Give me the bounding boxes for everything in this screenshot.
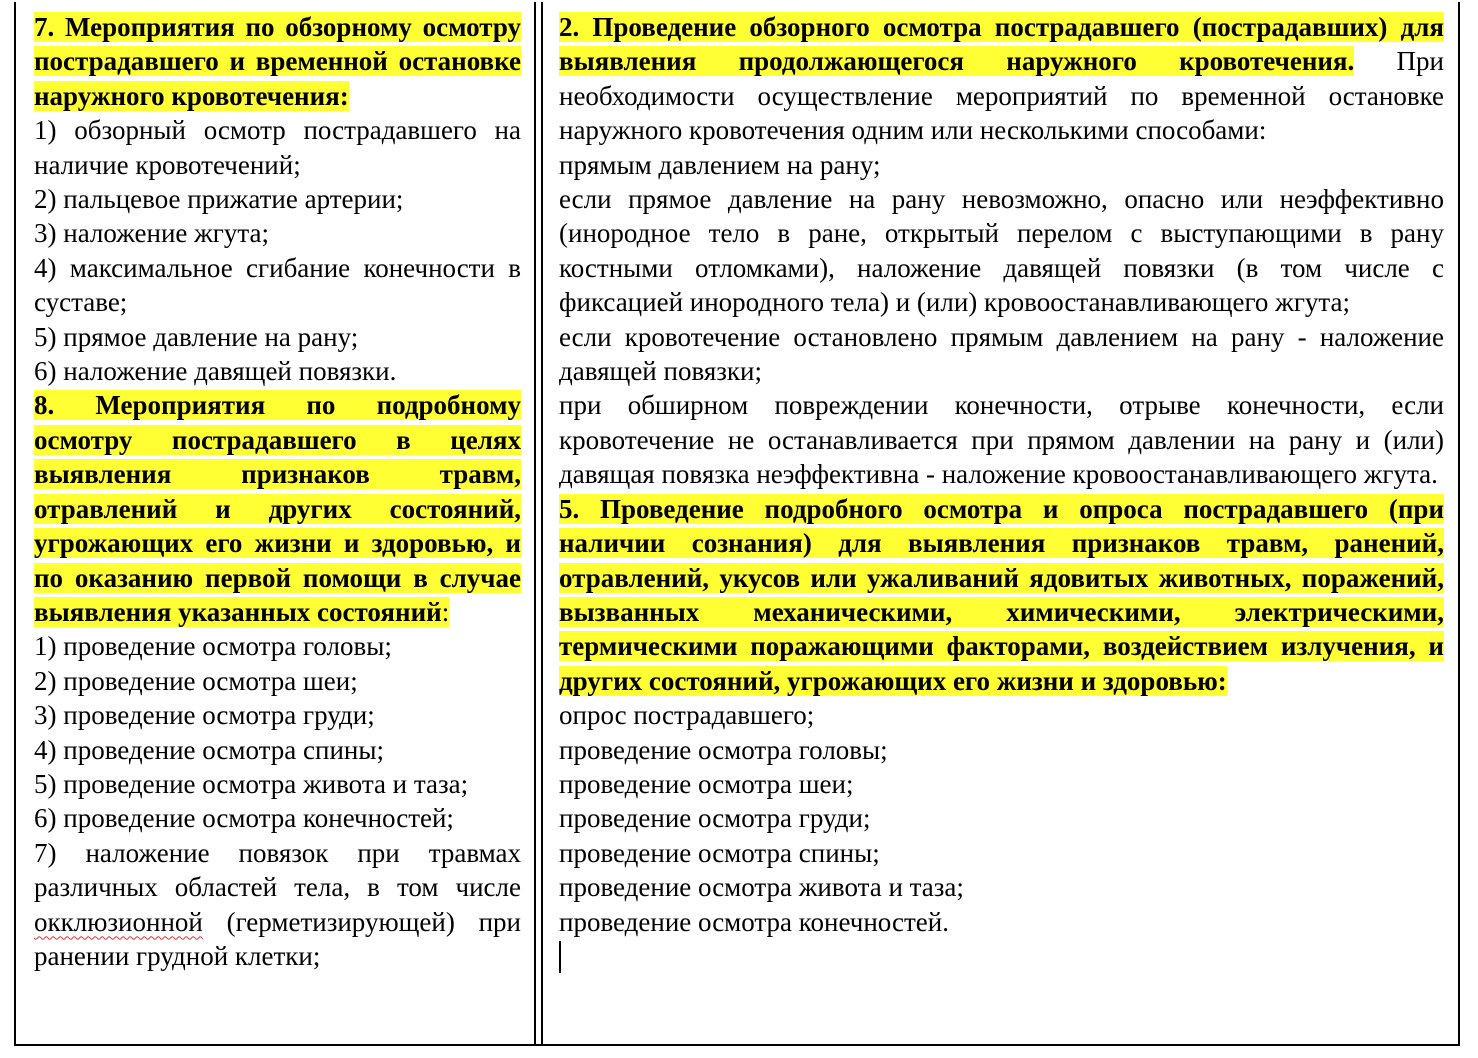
spellcheck-word[interactable]: окклюзионной <box>34 906 203 937</box>
section-2-heading: 2. Проведение обзорного осмотра пострадавшего (пострадавших) для выявления продолжающегося наружного кровотечения. <box>559 12 1444 77</box>
section-7-item: 5) прямое давление на рану; <box>34 321 359 352</box>
section-5-item: проведение осмотра шеи; <box>559 768 854 799</box>
section-8-item: 6) проведение осмотра конечностей; <box>34 803 454 834</box>
section-2-paragraph <box>559 10 1444 148</box>
section-7-heading: 7. Мероприятия по обзорному осмотру пострадавшего и временной остановке наружного кровотечения: <box>34 12 521 111</box>
section-5-item: проведение осмотра груди; <box>559 803 871 834</box>
left-column <box>16 2 536 1044</box>
section-8-item-7: 7) наложение повязок при травмах различных областей тела, в том числе окклюзионной (герметизирующей) при ранении грудной клетки; <box>34 837 521 971</box>
section-8-item: 4) проведение осмотра спины; <box>34 734 384 765</box>
text-cursor-line[interactable] <box>559 939 1444 973</box>
section-2-item: при обширном повреждении конечности, отрыве конечности, если кровотечение не останавливается при прямом давлении на рану и (или) давящая повязка неэффективна - наложение кровоостанавливающего жгута. <box>559 390 1444 490</box>
section-2-item: если прямое давление на рану невозможно, опасно или неэффективно (инородное тело в ране, открытый перелом с выступающими в рану костными отломками), наложение давящей повязки (в том числе с фиксацией инородного тела) и (или) кровоостанавливающего жгута; <box>559 184 1444 318</box>
section-5-item: проведение осмотра головы; <box>559 734 888 765</box>
section-2-intro: При необходимости осуществление мероприятий по временной остановке наружного кровотечения одним или несколькими способами: <box>559 46 1444 146</box>
section-8-item: 1) проведение осмотра головы; <box>34 631 392 662</box>
section-7-item: 1) обзорный осмотр пострадавшего на наличие кровотечений; <box>34 115 521 180</box>
section-8-item: 2) проведение осмотра шеи; <box>34 665 358 696</box>
section-8-item: 3) проведение осмотра груди; <box>34 700 375 731</box>
section-8-colon: : <box>441 596 450 627</box>
document-table <box>14 2 1460 1046</box>
section-5-item: опрос пострадавшего; <box>559 700 815 731</box>
section-7-item: 3) наложение жгута; <box>34 218 269 249</box>
right-column <box>543 2 1458 1044</box>
section-2-item: если кровотечение остановлено прямым давлением на рану - наложение давящей повязки; <box>559 321 1444 387</box>
section-5-item: проведение осмотра живота и таза; <box>559 872 964 903</box>
section-2-item: прямым давлением на рану; <box>559 149 881 180</box>
column-divider <box>536 2 543 1044</box>
section-5-item: проведение осмотра спины; <box>559 837 880 868</box>
section-8-heading: 8. Мероприятия по подробному осмотру пострадавшего в целях выявления признаков травм, отравлений и других состояний, угрожающих его жизни и здоровью, и по оказанию первой помощи в случае выявления указанных состояний: <box>34 390 521 627</box>
section-7-item: 4) максимальное сгибание конечности в суставе; <box>34 252 521 318</box>
section-7-item: 2) пальцевое прижатие артерии; <box>34 184 404 215</box>
section-5-heading: 5. Проведение подробного осмотра и опроса пострадавшего (при наличии сознания) для выявления признаков травм, ранений, отравлений, укусов или ужаливаний ядовитых животных, поражений, вызванных механическими, химическими, электрическими, термическими поражающими факторами, воздействием излучения, и других состояний, угрожающих его жизни и здоровью: <box>559 493 1444 696</box>
section-5-item: проведение осмотра конечностей. <box>559 906 949 937</box>
section-7-item: 6) наложение давящей повязки. <box>34 356 397 387</box>
text-cursor <box>559 941 561 973</box>
section-8-item: 5) проведение осмотра живота и таза; <box>34 768 469 799</box>
